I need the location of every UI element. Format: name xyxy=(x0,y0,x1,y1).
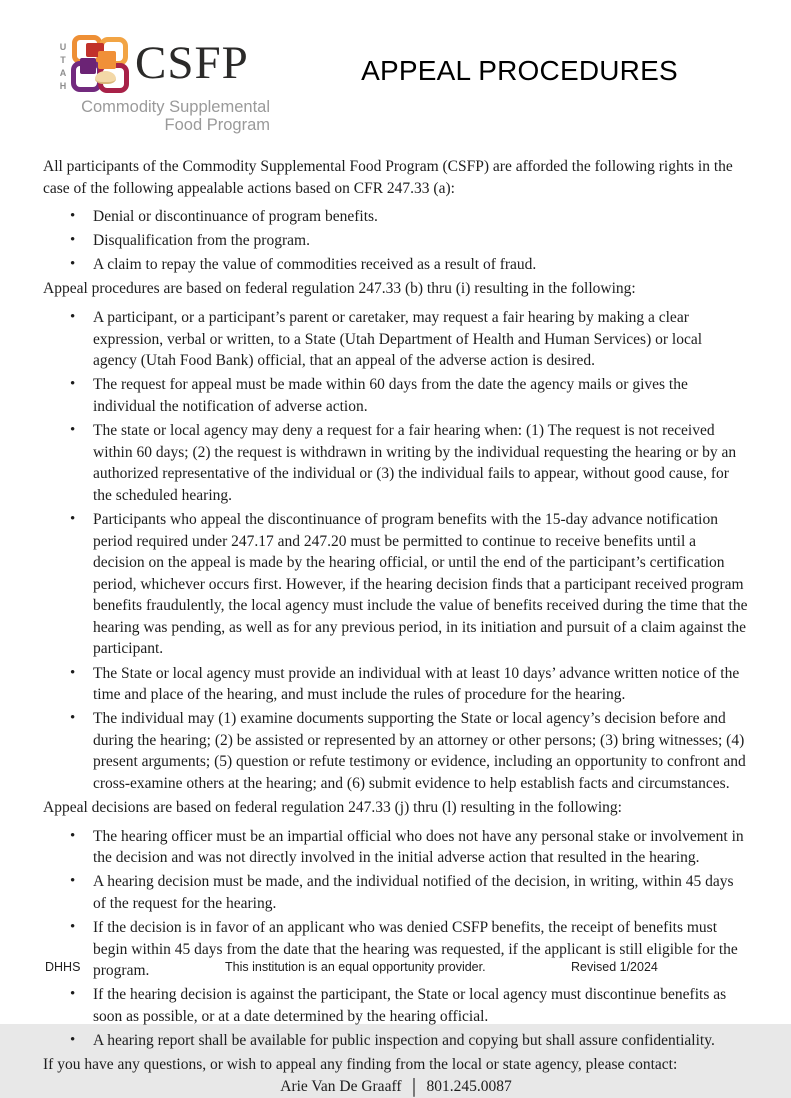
intro-bullet-list xyxy=(43,206,749,276)
document-body xyxy=(0,156,791,1097)
logo-vertical-text: UTAH xyxy=(58,42,68,94)
list-item: • A hearing decision must be made, and the individual notified of the decision, in writing, within 45 days of the request for the hearing. xyxy=(93,871,749,914)
intro-paragraph: All participants of the Commodity Supplemental Food Program (CSFP) are afforded the following rights in the case of the following appealable actions based on CFR 247.33 (a): xyxy=(43,158,733,197)
list-item: • A claim to repay the value of commodities received as a result of fraud. xyxy=(93,254,749,276)
logo-fill-bowl xyxy=(95,71,116,84)
footer-eop-statement: This institution is an equal opportunity provider. xyxy=(225,960,486,974)
list-item: • If the decision is in favor of an applicant who was denied CSFP benefits, the receipt of benefits must begin within 45 days from the date that the hearing was requested, if the applicant is still eligible for the program. xyxy=(93,917,749,982)
decisions-bullet-list xyxy=(43,826,749,1052)
list-item: • Disqualification from the program. xyxy=(93,230,749,252)
logo-fill-purple xyxy=(80,58,96,74)
decisions-heading: Appeal decisions are based on federal regulation 247.33 (j) thru (l) resulting in the following: xyxy=(43,799,622,817)
list-item: • The state or local agency may deny a request for a fair hearing when: (1) The request is not received within 60 days; (2) the request is withdrawn in writing by the individual requesting the hearing or by an authorized representative of the individual or (3) the individual fails to appear, without good cause, for the scheduled hearing. xyxy=(93,420,749,506)
csfp-logo xyxy=(58,34,288,134)
page-title: APPEAL PROCEDURES xyxy=(361,55,678,86)
procedures-bullet-list xyxy=(43,307,749,795)
footer-revision-date: Revised 1/2024 xyxy=(571,960,658,974)
document-footer xyxy=(0,960,791,978)
list-item: • The hearing officer must be an impartial official who does not have any personal stake or involvement in the decision and was not directly involved in the initial adverse action that resulted in the hearing. xyxy=(93,826,749,869)
document-header xyxy=(0,0,791,134)
list-item: • A participant, or a participant’s parent or caretaker, may request a fair hearing by making a clear expression, verbal or written, to a State (Utah Department of Health and Human Services) or local agency (Utah Food Bank) official, that an appeal of the adverse action is desired. xyxy=(93,307,749,372)
procedures-heading: Appeal procedures are based on federal regulation 247.33 (b) thru (i) resulting in the following: xyxy=(43,280,636,298)
list-item: • The individual may (1) examine documents supporting the State or local agency’s decision before and during the hearing; (2) be assisted or represented by an attorney or other persons; (3) bring witnesses; (4) present arguments; (5) question or refute testimony or evidence, including an opportunity to confront and cross-examine others at the hearing; and (6) submit evidence to help establish facts and circumstances. xyxy=(93,708,749,794)
list-item: • If the hearing decision is against the participant, the State or local agency must discontinue benefits as soon as possible, or at a date determined by the hearing official. xyxy=(93,984,749,1027)
contact-phone: 801.245.0087 xyxy=(426,1077,512,1095)
footer-agency: DHHS xyxy=(45,960,81,974)
list-item: • The State or local agency must provide an individual with at least 10 days’ advance written notice of the time and place of the hearing, and must include the rules of procedure for the hearing. xyxy=(93,663,749,706)
logo-tagline-line2: Food Program xyxy=(164,116,270,134)
logo-tagline-line1: Commodity Supplemental xyxy=(81,98,270,116)
list-item: • Participants who appeal the discontinuance of program benefits with the 15-day advance notification period required under 247.17 and 247.20 must be permitted to continue to receive benefits until a decision on the appeal is made by the hearing official, or until the end of the participant’s certification period, whichever occurs first. However, if the hearing decision finds that a participant received program benefits fraudulently, the local agency must include the value of benefits received during the time that the hearing was pending, as well as for any previous period, in its initiation and pursuit of a claim against the participant. xyxy=(93,509,749,660)
logo-fill-orange xyxy=(98,51,116,69)
contact-separator: │ xyxy=(408,1078,420,1096)
contact-intro: If you have any questions, or wish to appeal any finding from the local or state agency, please contact: xyxy=(43,1056,678,1074)
contact-name: Arie Van De Graaff xyxy=(280,1077,402,1095)
csfp-logo-mark-icon xyxy=(71,34,131,94)
list-item: • Denial or discontinuance of program benefits. xyxy=(93,206,749,228)
list-item: • The request for appeal must be made within 60 days from the date the agency mails or gives the individual the notification of adverse action. xyxy=(93,374,749,417)
logo-acronym: CSFP xyxy=(135,37,249,89)
logo-tagline xyxy=(70,98,270,134)
list-item: • A hearing report shall be available for public inspection and copying but shall assure confidentiality. xyxy=(93,1030,749,1052)
contact-details xyxy=(43,1076,749,1098)
